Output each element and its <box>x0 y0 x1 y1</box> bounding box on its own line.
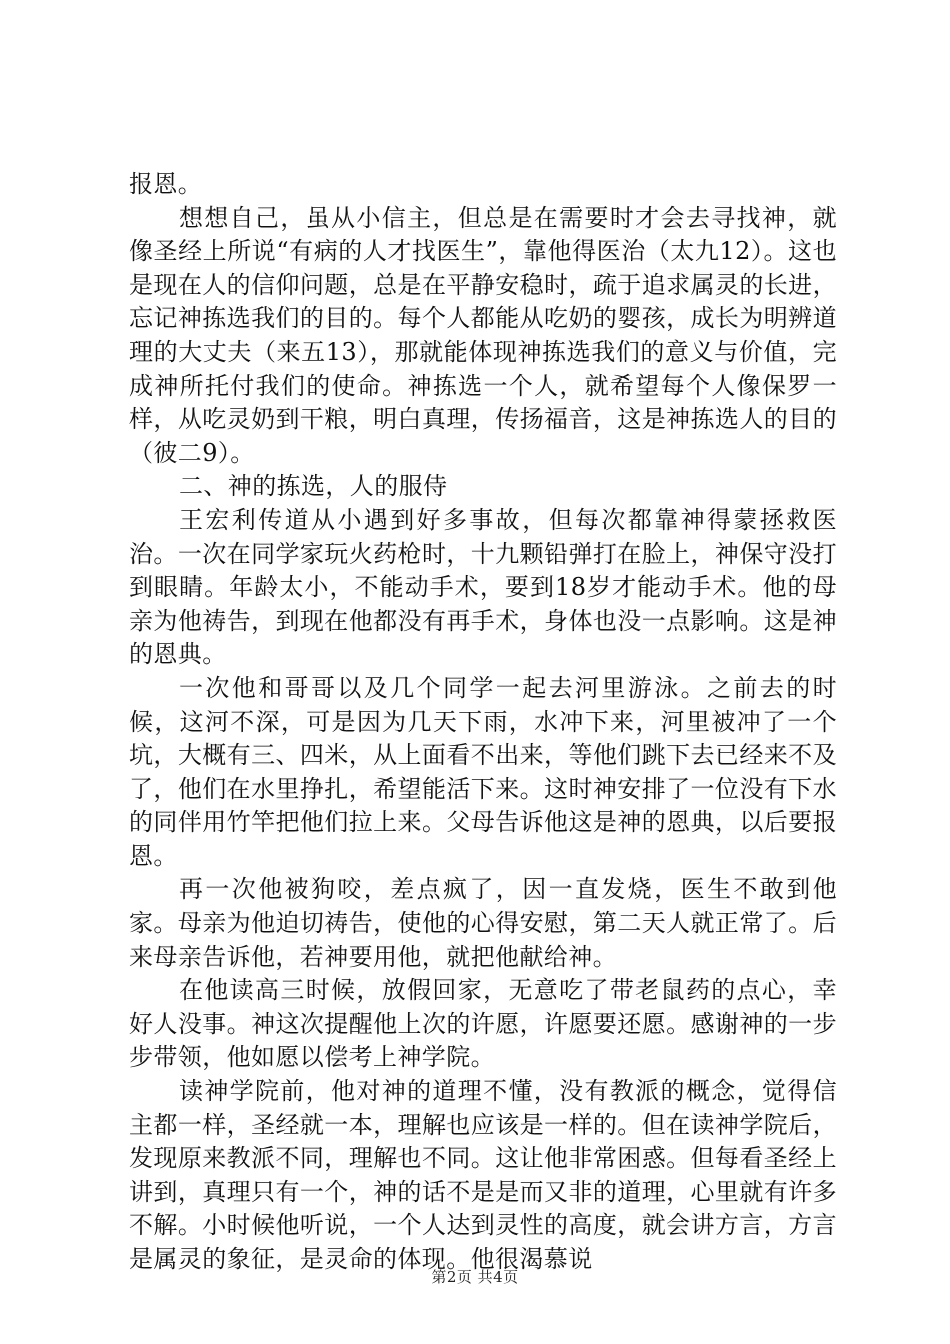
paragraph: 想想自己，虽从小信主，但总是在需要时才会去寻找神，就像圣经上所说“有病的人才找医生”，靠他得医治（太九12）。这也是现在人的信仰问题，总是在平静安稳时，疏于追求属灵的长进，忘记神拣选我们的目的。每个人都能从吃奶的婴孩，成长为明辨道理的大丈夫（来五13），那就能体现神拣选我们的意义与价值，完成神所托付我们的使命。神拣选一个人，就希望每个人像保罗一样，从吃灵奶到干粮，明白真理，传扬福音，这是神拣选人的目的（彼二9）。 <box>129 203 837 467</box>
page-footer: 第2页 共4页 <box>431 1268 519 1286</box>
paragraph: 报恩。 <box>129 170 203 198</box>
paragraph: 再一次他被狗咬，差点疯了，因一直发烧，医生不敢到他家。母亲为他迫切祷告，使他的心得安慰，第二天人就正常了。后来母亲告诉他，若神要用他，就把他献给神。 <box>129 875 837 971</box>
paragraph: 在他读高三时候，放假回家，无意吃了带老鼠药的点心，幸好人没事。神这次提醒他上次的许愿，许愿要还愿。感谢神的一步步带领，他如愿以偿考上神学院。 <box>129 976 837 1072</box>
section-heading: 二、神的拣选，人的服侍 <box>179 472 448 501</box>
body-text <box>129 168 837 1277</box>
paragraph: 王宏利传道从小遇到好多事故，但每次都靠神得蒙拯救医治。一次在同学家玩火药枪时，十九颗铅弹打在脸上，神保守没打到眼睛。年龄太小，不能动手术，要到18岁才能动手术。他的母亲为他祷告，到现在他都没有再手术，身体也没一点影响。这是神的恩典。 <box>129 505 837 669</box>
paragraph: 一次他和哥哥以及几个同学一起去河里游泳。之前去的时候，这河不深，可是因为几天下雨，水冲下来，河里被冲了一个坑，大概有三、四米，从上面看不出来，等他们跳下去已经来不及了，他们在水里挣扎，希望能活下来。这时神安排了一位没有下水的同伴用竹竿把他们拉上来。父母告诉他这是神的恩典，以后要报恩。 <box>129 673 837 870</box>
paragraph: 读神学院前，他对神的道理不懂，没有教派的概念，觉得信主都一样，圣经就一本，理解也应该是一样的。但在读神学院后，发现原来教派不同，理解也不同。这让他非常困惑。但每看圣经上讲到，真理只有一个，神的话不是是而又非的道理，心里就有许多不解。小时候他听说，一个人达到灵性的高度，就会讲方言，方言是属灵的象征，是灵命的体现。他很渴慕说 <box>129 1077 837 1273</box>
